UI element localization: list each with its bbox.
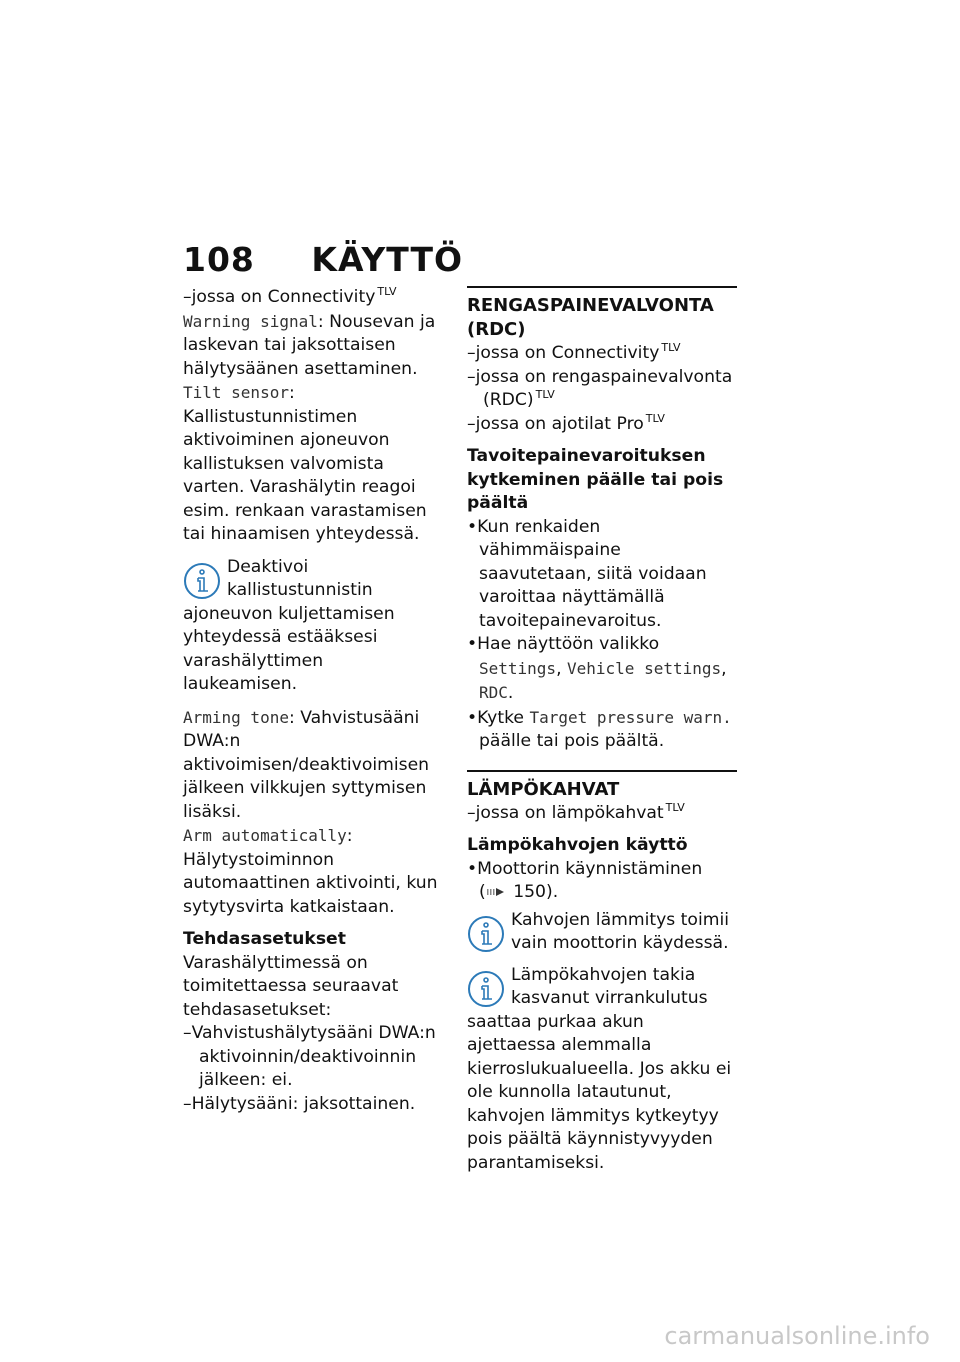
warning-signal-text: Warning signal: Nousevan ja laskevan tai jaksottaisen hälytysäänen asettaminen.: [183, 311, 436, 379]
tlv-mark: TLV: [535, 388, 555, 401]
factory-settings-text: Varashälyttimessä on toimitettaessa seuraavat tehdasasetukset:: [183, 952, 399, 1020]
arm-automatically-text: Arm automatically: Hälytystoiminnon automaattinen aktivointi, kun sytytysvirta katkaistaan.: [183, 826, 438, 917]
page-title: KÄYTTÖ: [311, 240, 464, 279]
tilt-sensor-term: Tilt sensor: [183, 383, 289, 402]
arming-tone-text: Arming tone: Vahvistusääni DWA:n aktivoimisen/deaktivoimisen jälkeen vilkkujen syttymisen lisäksi.: [183, 707, 430, 822]
left-column: [183, 286, 438, 1116]
info-icon: [183, 560, 221, 600]
info-icon: [467, 968, 505, 1008]
heated-grips-requirement: –jossa on lämpökahvat $^{TLV}$: [467, 800, 685, 823]
target-pressure-term: Target pressure warn.: [529, 707, 732, 727]
arming-tone-term: Arming tone: [183, 707, 289, 727]
list-item: •Kytke Target pressure warn. päälle tai pois päältä.: [467, 707, 732, 751]
factory-setting-item: –Vahvistushälytysääni DWA:n aktivoinnin/deaktivoinnin jälkeen: ei.: [183, 1023, 436, 1090]
page-number: 108: [183, 240, 255, 279]
info-note-1: Deaktivoi kallistustunnistin ajoneuvon kuljettamisen yhteydessä estääksesi varashälyttimen laukeamisen.: [183, 556, 395, 694]
info-icon: [467, 913, 505, 953]
tlv-mark: TLV: [377, 285, 397, 298]
tlv-mark: TLV: [645, 411, 665, 425]
watermark-link[interactable]: carmanualsonline.info: [664, 1322, 930, 1350]
rdc-requirement: –jossa on rengaspainevalvonta (RDC) $^{TLV}$: [467, 366, 733, 410]
target-pressure-heading: Tavoitepainevaroituksen kytkeminen päälle tai pois päältä: [467, 446, 724, 513]
factory-setting-item: –Hälytysääni: jaksottainen.: [183, 1093, 416, 1114]
info-note-3: Lämpökahvojen takia kasvanut virrankulutus saattaa purkaa akun ajettaessa alemmalla kierroslukualueella. Jos akku ei ole kunnolla latautunut, kahvojen lämmitys kytkeytyy pois päältä käynnistyvyyden parantamiseksi.: [467, 964, 732, 1173]
rdc-requirement: –jossa on Connectivity $^{TLV}$: [467, 341, 681, 363]
requirement-connectivity: –jossa on Connectivity $^{TLV}$: [183, 285, 397, 307]
tlv-mark: TLV: [665, 800, 685, 814]
menu-settings: Settings: [479, 658, 557, 678]
warning-signal-term: Warning signal: [183, 311, 318, 331]
tilt-sensor-text: Tilt sensor: Kallistustunnistimen aktivoiminen ajoneuvon kallistuksen valvomista varten. Varashälytin reagoi esim. renkaan varastamisen tai hinaamisen yhteydessä.: [183, 383, 427, 544]
menu-rdc: RDC: [479, 683, 508, 702]
rdc-heading: RENGASPAINEVALVONTA (RDC): [467, 286, 737, 342]
rdc-requirement: –jossa on ajotilat Pro $^{TLV}$: [467, 411, 665, 434]
arm-automatically-term: Arm automatically: [183, 826, 347, 845]
arrow-right-icon: [486, 886, 508, 898]
menu-vehicle-settings: Vehicle settings: [567, 658, 722, 678]
page-header: [183, 240, 463, 279]
list-item: •Moottorin käynnistäminen: [467, 858, 703, 879]
info-note-2: Kahvojen lämmitys toimii vain moottorin käydessä.: [467, 909, 737, 956]
list-item: •Kun renkaiden vähimmäispaine saavutetaan, siitä voidaan varoittaa näyttämällä tavoitepainevaroitus.: [467, 516, 707, 631]
list-item: •Hae näyttöön valikko Settings, Vehicle settings, RDC.: [467, 634, 727, 703]
page-reference: ( 150).: [479, 882, 559, 902]
factory-settings-heading: Tehdasasetukset: [183, 929, 346, 949]
heated-grips-heading: LÄMPÖKAHVAT: [467, 770, 737, 802]
tlv-mark: TLV: [661, 341, 681, 354]
heated-grips-subheading: Lämpökahvojen käyttö: [467, 835, 688, 855]
right-column: [467, 286, 737, 1175]
